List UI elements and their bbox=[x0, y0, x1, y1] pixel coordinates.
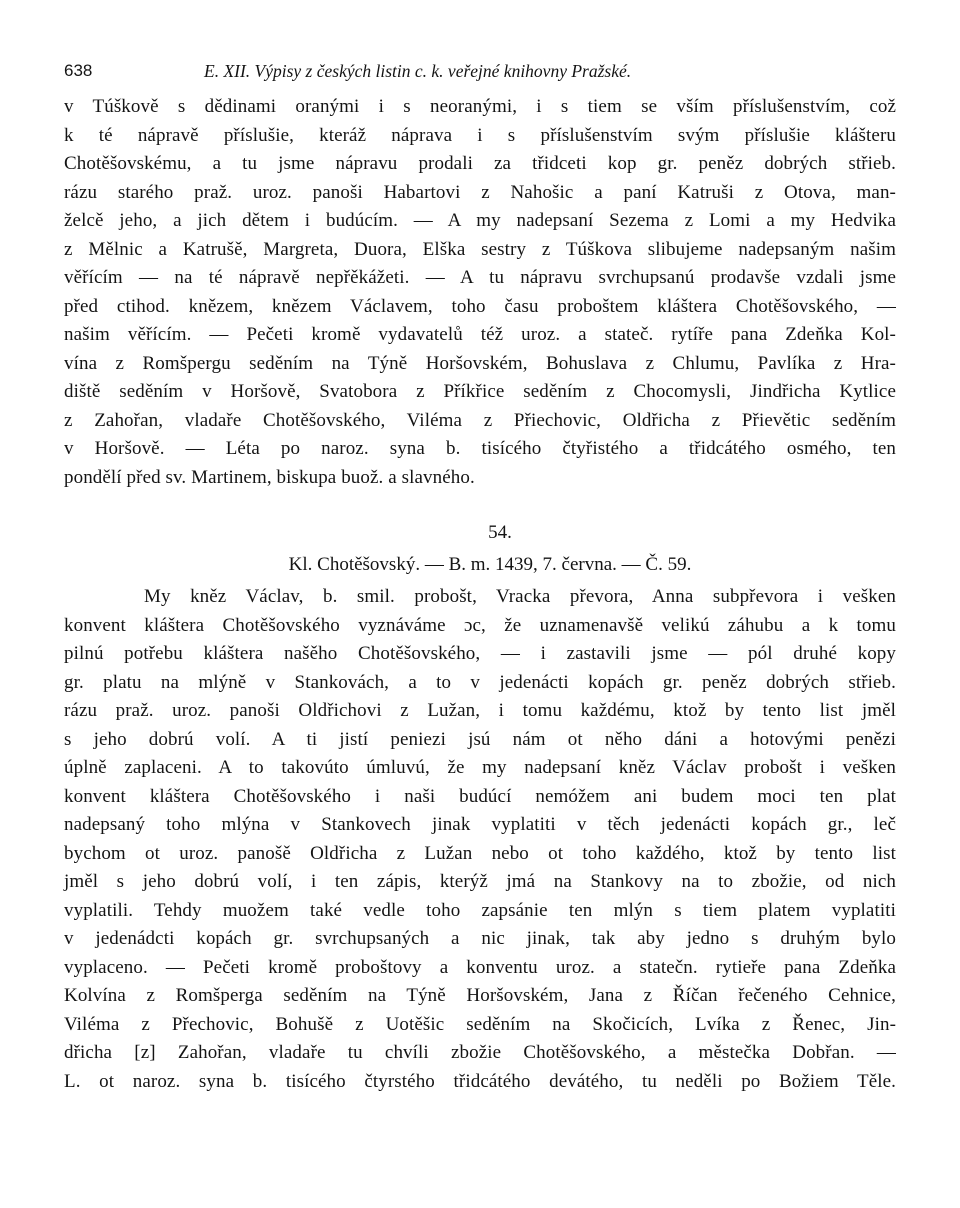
text-line: želcě jeho, a jich dětem i budúcím. — A my nadepsaní Sezema z Lomi a my Hedvika bbox=[64, 210, 896, 231]
text-line: L. ot naroz. syna b. tisícého čtyrstého třidcátého devátého, tu neděli po Božiem Těle. bbox=[64, 1070, 896, 1092]
text-line: Viléma z Přechovic, Bohušě z Uotěšic seděním na Skočicích, Lvíka z Řenec, Jin- bbox=[64, 1013, 896, 1035]
document-number: 54. bbox=[488, 522, 512, 543]
text-line: diště seděním v Horšově, Svatobora z Příkřice seděním z Chocomysli, Jindřicha Kytlice bbox=[64, 381, 896, 402]
text-line: jměl s jeho dobrú volí, i ten zápis, kterýž jmá na Stankovy na to zbožie, od nich bbox=[64, 871, 896, 892]
document-source-line: Kl. Chotěšovský. — B. m. 1439, 7. června. — Č. 59. bbox=[288, 554, 692, 575]
text-line: v Horšově. — Léta po naroz. syna b. tisícého čtyřistého a třidcátého osmého, ten bbox=[64, 438, 896, 459]
text-line: nadepsaný toho mlýna v Stankovech jinak vyplatiti v těch jedenácti kopách gr., leč bbox=[64, 814, 896, 835]
text-line: konvent kláštera Chotěšovského i naši budúcí nemóžem ani budem moci ten plat bbox=[64, 785, 896, 807]
text-line: dřicha [z] Zahořan, vladaře tu chvíli zbožie Chotěšovského, a městečka Dobřan. — bbox=[64, 1042, 896, 1063]
text-line: před ctihod. knězem, knězem Václavem, toho času proboštem kláštera Chotěšovského, — bbox=[64, 295, 896, 317]
text-line: konvent kláštera Chotěšovského vyznáváme ɔc, že uznamenavšě velikú záhubu a k tomu bbox=[64, 614, 896, 636]
running-head bbox=[64, 58, 896, 84]
text-line: Chotěšovskému, a tu jsme nápravu prodali za třidceti kop gr. peněz dobrých střieb. bbox=[64, 153, 896, 174]
text-line: pondělí před sv. Martinem, biskupa buož. a slavného. bbox=[64, 466, 475, 488]
text-line: vyplatili. Tehdy muožem také vedle toho zapsánie ten mlýn s tiem platem vyplatiti bbox=[64, 899, 896, 921]
text-line: vína z Romšpergu seděním na Týně Horšovském, Bohuslava z Chlumu, Pavlíka z Hra- bbox=[64, 352, 896, 374]
text-line: z Mělnic a Katrušě, Margreta, Duora, Elška sestry z Túškova slibujeme nadepsaným našim bbox=[64, 238, 896, 260]
text-line: úplně zaplaceni. A to takovúto úmluvú, že my nadepsaní kněz Václav probošt i vešken bbox=[64, 757, 896, 778]
text-line: Kolvína z Romšperga seděním na Týně Horšovském, Jana z Říčan řečeného Cehnice, bbox=[64, 985, 896, 1006]
text-line: v Túškově s dědinami oranými i s neoranými, i s tiem se vším příslušenstvím, což bbox=[64, 96, 896, 117]
text-line: rázu praž. uroz. panoši Oldřichovi z Lužan, i tomu každému, ktož by tento list jměl bbox=[64, 700, 896, 721]
text-line: s jeho dobrú volí. A ti jistí peniezi jsú nám ot něho dáni a hotovými penězi bbox=[64, 728, 896, 750]
paragraph-continuation bbox=[64, 93, 896, 492]
text-line: našim věřícím. — Pečeti kromě vydavatelů též uroz. a stateč. rytíře pana Zdeňka Kol- bbox=[64, 324, 896, 345]
text-line: věřícím — na té nápravě nepřěkážeti. — A tu nápravu svrchupsanú prodavše vzdali jsme bbox=[64, 267, 896, 288]
text-line: z Zahořan, vladaře Chotěšovského, Viléma z Přiechovic, Oldřicha z Přievětic seděním bbox=[64, 409, 896, 431]
text-line: k té nápravě příslušie, kteráž náprava i s příslušenstvím svým příslušie klášteru bbox=[64, 124, 896, 146]
text-line: v jedenádcti kopách gr. svrchupsaných a nic jinak, tak aby jedno s druhým bylo bbox=[64, 928, 896, 949]
document-body bbox=[64, 583, 896, 1096]
text-line: pilnú potřebu kláštera našěho Chotěšovského, — i zastavili jsme — pól druhé kopy bbox=[64, 643, 896, 664]
text-line: bychom ot uroz. panošě Oldřicha z Lužan nebo ot toho každého, ktož by tento list bbox=[64, 842, 896, 864]
book-page bbox=[64, 58, 896, 1096]
text-line: vyplaceno. — Pečeti kromě proboštovy a konventu uroz. a statečn. rytieře pana Zdeňka bbox=[64, 956, 896, 978]
text-line: rázu starého praž. uroz. panoši Habartovi z Nahošic a paní Katruši z Otova, man- bbox=[64, 181, 896, 203]
running-head-title: E. XII. Výpisy z českých listin c. k. veřejné knihovny Pražské. bbox=[204, 61, 632, 81]
text-line: My kněz Václav, b. smil. probošt, Vracka převora, Anna subpřevora i vešken bbox=[144, 586, 896, 607]
page-number: 638 bbox=[64, 61, 93, 80]
text-line: gr. platu na mlýně v Stankovách, a to v jedenácti kopách gr. peněz dobrých střieb. bbox=[64, 671, 896, 693]
